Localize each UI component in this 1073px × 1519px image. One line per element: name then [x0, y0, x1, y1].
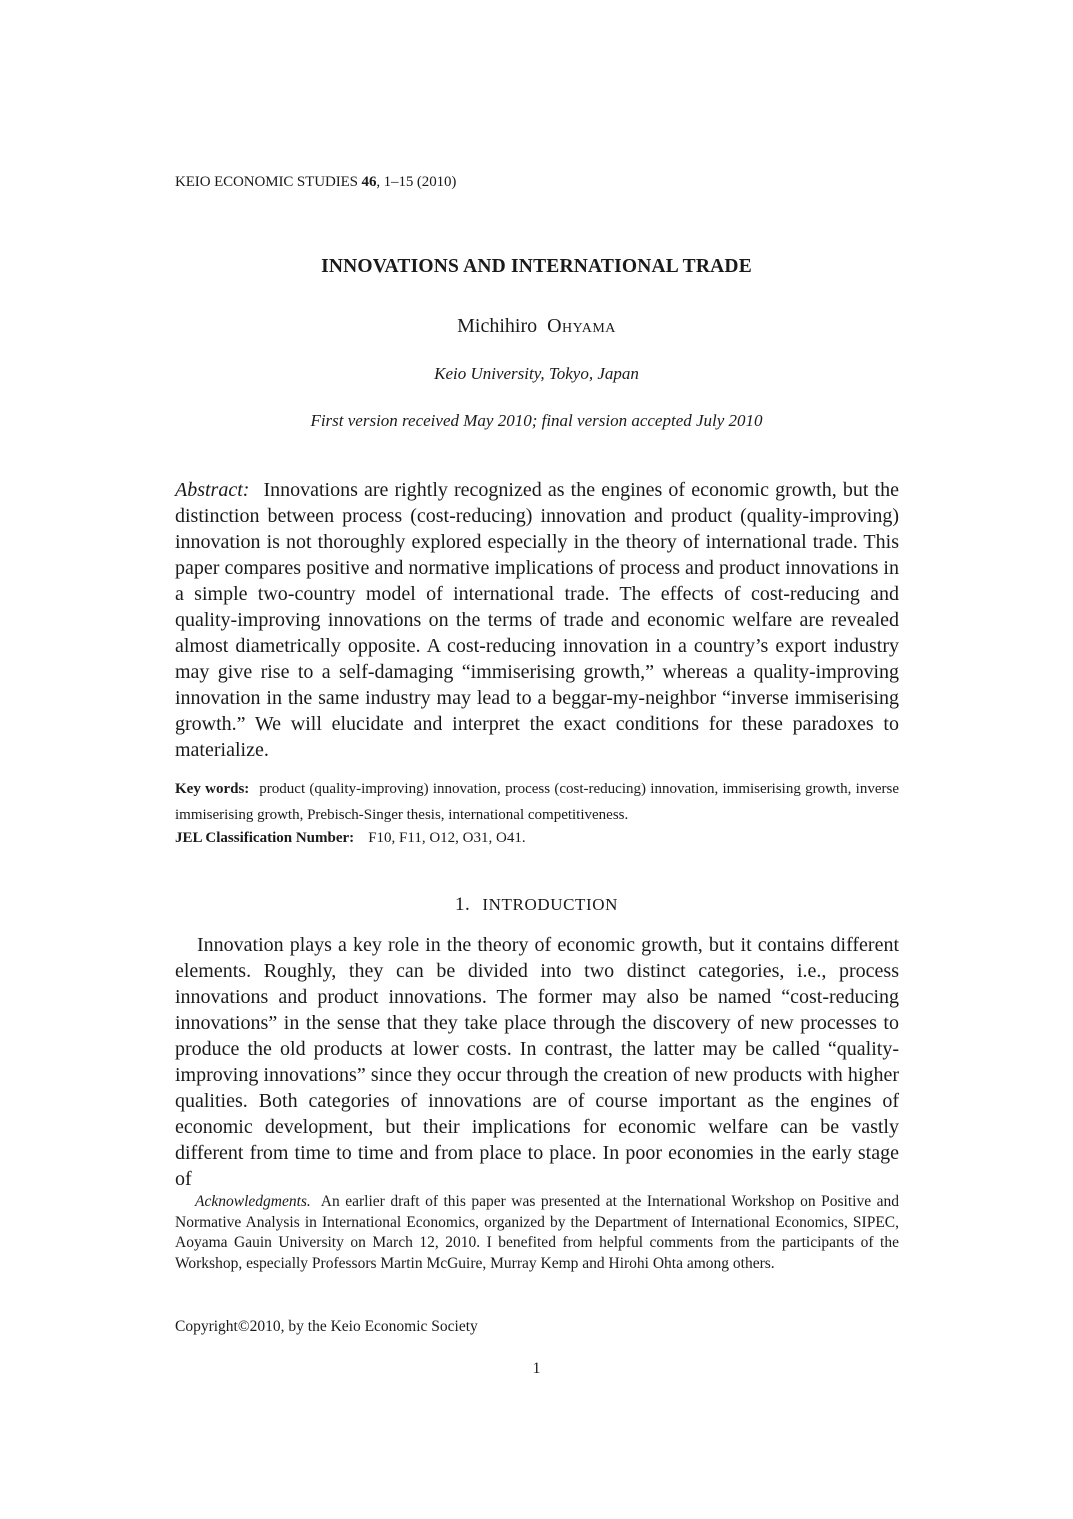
acknowledgments-text: An earlier draft of this paper was presented at the International Workshop on Positive and Normative Analysis in International Economics, organized by the Department of International Economics, SIPEC, Aoyama Gauin University on March 12, 2010. I benefited from helpful comments from the participants of the Workshop, especially Professors Martin McGuire, Murray Kemp and Hirohi Ohta among others.: [175, 1193, 899, 1272]
acknowledgments-footnote: [175, 1192, 899, 1274]
author-affiliation: Keio University, Tokyo, Japan: [434, 364, 639, 383]
section-title: INTRODUCTION: [482, 895, 619, 914]
section-number: 1.: [454, 894, 471, 915]
journal-name: KEIO ECONOMIC STUDIES: [175, 174, 362, 190]
abstract-label: Abstract:: [175, 479, 250, 501]
jel-label: JEL Classification Number:: [175, 830, 355, 846]
page-number: 1: [532, 1360, 541, 1377]
paper-title: INNOVATIONS AND INTERNATIONAL TRADE: [321, 256, 752, 277]
journal-pages-year: , 1–15 (2010): [376, 174, 457, 190]
section-heading: [0, 894, 1073, 916]
journal-volume: 46: [361, 174, 377, 190]
author-first-name: Michihiro: [457, 315, 538, 337]
jel-codes: F10, F11, O12, O31, O41.: [368, 830, 526, 846]
abstract: [175, 477, 899, 763]
author-name: [0, 315, 1073, 338]
copyright-notice: Copyright©2010, by the Keio Economic Society: [175, 1318, 478, 1335]
jel-classification: [175, 827, 899, 849]
keywords-text: product (quality-improving) innovation, process (cost-reducing) innovation, immiserising growth, inverse immiserising growth, Prebisch-Singer thesis, international competitiveness.: [175, 781, 899, 823]
keywords: [175, 776, 899, 828]
keywords-label: Key words:: [175, 781, 250, 797]
acknowledgments-label: Acknowledgments.: [195, 1193, 311, 1210]
received-dates: First version received May 2010; final version accepted July 2010: [310, 411, 763, 430]
journal-header: [175, 174, 456, 191]
abstract-text: Innovations are rightly recognized as the engines of economic growth, but the distinction between process (cost-reducing) innovation and product (quality-improving) innovation is not thoroughly explored especially in the theory of international trade. This paper compares positive and normative implications of process and product innovations in a simple two-country model of international trade. The effects of cost-reducing and quality-improving innovations on the terms of trade and economic welfare are revealed almost diametrically opposite. A cost-reducing innovation in a country’s export industry may give rise to a self-damaging “immiserising growth,” whereas a quality-improving innovation in the same industry may lead to a beggar-my-neighbor “inverse immiserising growth.” We will elucidate and interpret the exact conditions for these paradoxes to materialize.: [175, 479, 899, 761]
introduction-paragraph: Innovation plays a key role in the theory of economic growth, but it contains different elements. Roughly, they can be divided into two distinct categories, i.e., process innovations and product innovations. The former may also be named “cost-reducing innovations” in the sense that they take place through the discovery of new processes to produce the old products at lower costs. In contrast, the latter may be called “quality-improving innovations” since they occur through the creation of new products with higher qualities. Both categories of innovations are of course important as the engines of economic development, but their implications for economic welfare can be vastly different from time to time and from place to place. In poor economies in the early stage of: [175, 934, 899, 1190]
author-last-name: Ohyama: [547, 315, 616, 337]
